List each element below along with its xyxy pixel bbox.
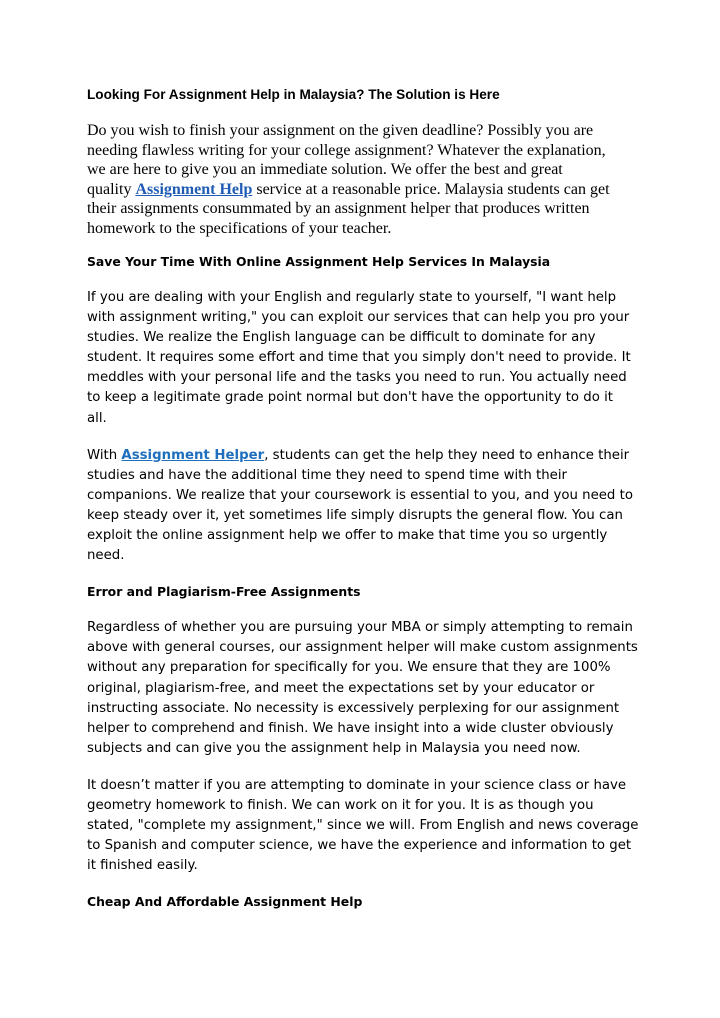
paragraph-line: If you are dealing with your English and regularly state to yourself, "I want help [87, 290, 617, 305]
paragraph-line: exploit the online assignment help we offer to make that time you so urgently [87, 528, 608, 544]
paragraph-line: It doesn’t matter if you are attempting to dominate in your science class or have [87, 777, 627, 793]
paragraph-line: studies and have the additional time they need to spend time with their [87, 467, 567, 483]
paragraph-line: to Spanish and computer science, we have the experience and information to get [87, 838, 632, 854]
assignment-help-link[interactable]: Assignment Help [135, 180, 253, 198]
intro-text-before-link: quality [87, 180, 136, 198]
intro-line: needing flawless writing for your college assignment? Whatever the explanation, [87, 141, 606, 159]
intro-paragraph [87, 121, 637, 238]
paragraph-line: studies. We realize the English language can be difficult to dominate for any [87, 330, 596, 346]
main-heading: Looking For Assignment Help in Malaysia? The Solution is Here [87, 87, 500, 102]
intro-line: we are here to give you an immediate solution. We offer the best and great [87, 161, 563, 178]
paragraph-line: geometry homework to finish. We can work on it for you. It is as though you [87, 797, 594, 813]
paragraph-line-with-link [87, 446, 637, 466]
paragraph-line: meddles with your personal life and the tasks you need to run. You actually need [87, 370, 627, 386]
intro-line: their assignments consummated by an assignment helper that produces written [87, 200, 590, 217]
paragraph-line: companions. We realize that your coursework is essential to you, and you need to [87, 487, 633, 503]
paragraph-line: all. [87, 410, 107, 426]
intro-text-after-link: service at a reasonable price. Malaysia students can get [252, 180, 610, 198]
intro-line: Do you wish to finish your assignment on the given deadline? Possibly you are [87, 122, 594, 139]
text-before-link: With [87, 447, 122, 463]
section1-paragraph2 [87, 446, 637, 567]
section-heading-save-time: Save Your Time With Online Assignment Help Services In Malaysia [87, 254, 551, 269]
paragraph-line: Regardless of whether you are pursuing your MBA or simply attempting to remain [87, 620, 633, 636]
section-heading-cheap-affordable: Cheap And Affordable Assignment Help [87, 894, 363, 910]
section2-paragraph1 [87, 618, 637, 759]
intro-line: homework to the specifications of your teacher. [87, 219, 392, 237]
paragraph-line: above with general courses, our assignment helper will make custom assignments [87, 640, 638, 656]
paragraph-line: it finished easily. [87, 858, 198, 874]
paragraph-line: stated, "complete my assignment," since we will. From English and news coverage [87, 818, 639, 834]
intro-line-with-link [87, 180, 637, 200]
paragraph-line: instructing associate. No necessity is excessively perplexing for our assignment [87, 700, 620, 716]
paragraph-line: without any preparation for specifically for you. We ensure that they are 100% [87, 660, 611, 676]
paragraph-line: to keep a legitimate grade point normal but don't have the opportunity to do it [87, 390, 613, 406]
document-body [87, 86, 637, 928]
paragraph-line: keep steady over it, yet sometimes life simply disrupts the general flow. You can [87, 507, 623, 523]
section1-paragraph1 [87, 288, 637, 429]
paragraph-line: original, plagiarism-free, and meet the expectations set by your educator or [87, 680, 595, 696]
paragraph-line: with assignment writing," you can exploit our services that can help you pro your [87, 310, 630, 326]
assignment-helper-link[interactable]: Assignment Helper [121, 447, 265, 463]
paragraph-line: subjects and can give you the assignment help in Malaysia you need now. [87, 740, 581, 756]
paragraph-line: student. It requires some effort and time that you simply don't need to provide. It [87, 350, 631, 366]
section2-paragraph2 [87, 776, 637, 876]
text-after-link: , students can get the help they need to enhance their [264, 447, 630, 463]
section-heading-error-free: Error and Plagiarism-Free Assignments [87, 584, 361, 600]
paragraph-line: need. [87, 548, 125, 564]
paragraph-line: helper to comprehend and finish. We have insight into a wide cluster obviously [87, 720, 614, 736]
